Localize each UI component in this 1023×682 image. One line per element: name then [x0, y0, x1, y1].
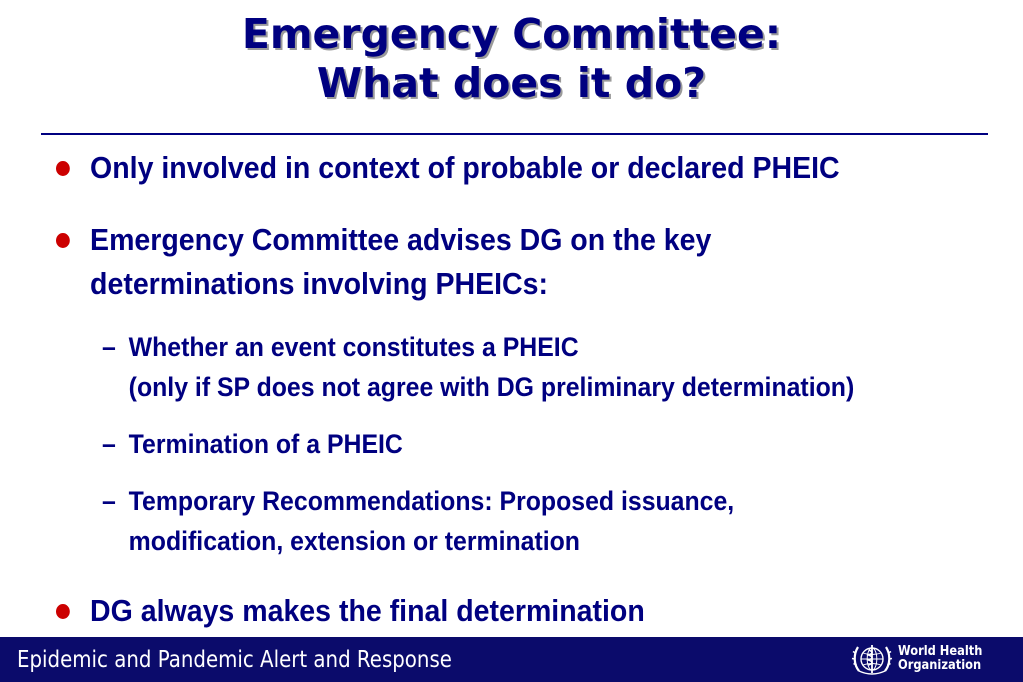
- bullet-dot-icon: [56, 161, 70, 176]
- dash-marker: –: [102, 486, 116, 516]
- footer-bar: [0, 637, 1023, 682]
- bullet-text: [90, 146, 840, 190]
- organization-name: [898, 645, 982, 673]
- sub-bullet-line: Whether an event constitutes a PHEIC: [128, 332, 579, 362]
- slide-title-line-2: What does it do?: [316, 59, 707, 107]
- sub-bullet-line: (only if SP does not agree with DG preliminary determination): [128, 372, 855, 402]
- bullet-dot-icon: [56, 233, 70, 248]
- organization-name-line-1: World Health: [898, 644, 983, 659]
- sub-bullet-line: Temporary Recommendations: Proposed issuance,: [128, 486, 735, 516]
- bullet-line: DG always makes the final determination: [90, 593, 645, 628]
- who-emblem-icon: [850, 639, 894, 680]
- bullet-dot-icon: [56, 604, 70, 619]
- sub-bullet-text: [129, 424, 403, 464]
- bullet-line: Only involved in context of probable or declared PHEIC: [90, 150, 840, 185]
- dash-marker: –: [102, 332, 116, 362]
- organization-name-line-2: Organization: [898, 658, 982, 673]
- sub-bullet-text: [129, 481, 735, 561]
- program-name: Epidemic and Pandemic Alert and Response: [17, 647, 452, 673]
- slide-title-line-1: Emergency Committee:: [241, 10, 782, 58]
- dash-marker: –: [102, 429, 116, 459]
- sub-bullet-text: [129, 327, 855, 407]
- bullet-line: determinations involving PHEICs:: [90, 266, 549, 301]
- bullet-text: [90, 589, 645, 633]
- sub-bullet-line: modification, extension or termination: [128, 526, 580, 556]
- bullet-line: Emergency Committee advises DG on the key: [90, 222, 712, 257]
- bullet-text: [90, 218, 711, 306]
- sub-bullet-line: Termination of a PHEIC: [128, 429, 403, 459]
